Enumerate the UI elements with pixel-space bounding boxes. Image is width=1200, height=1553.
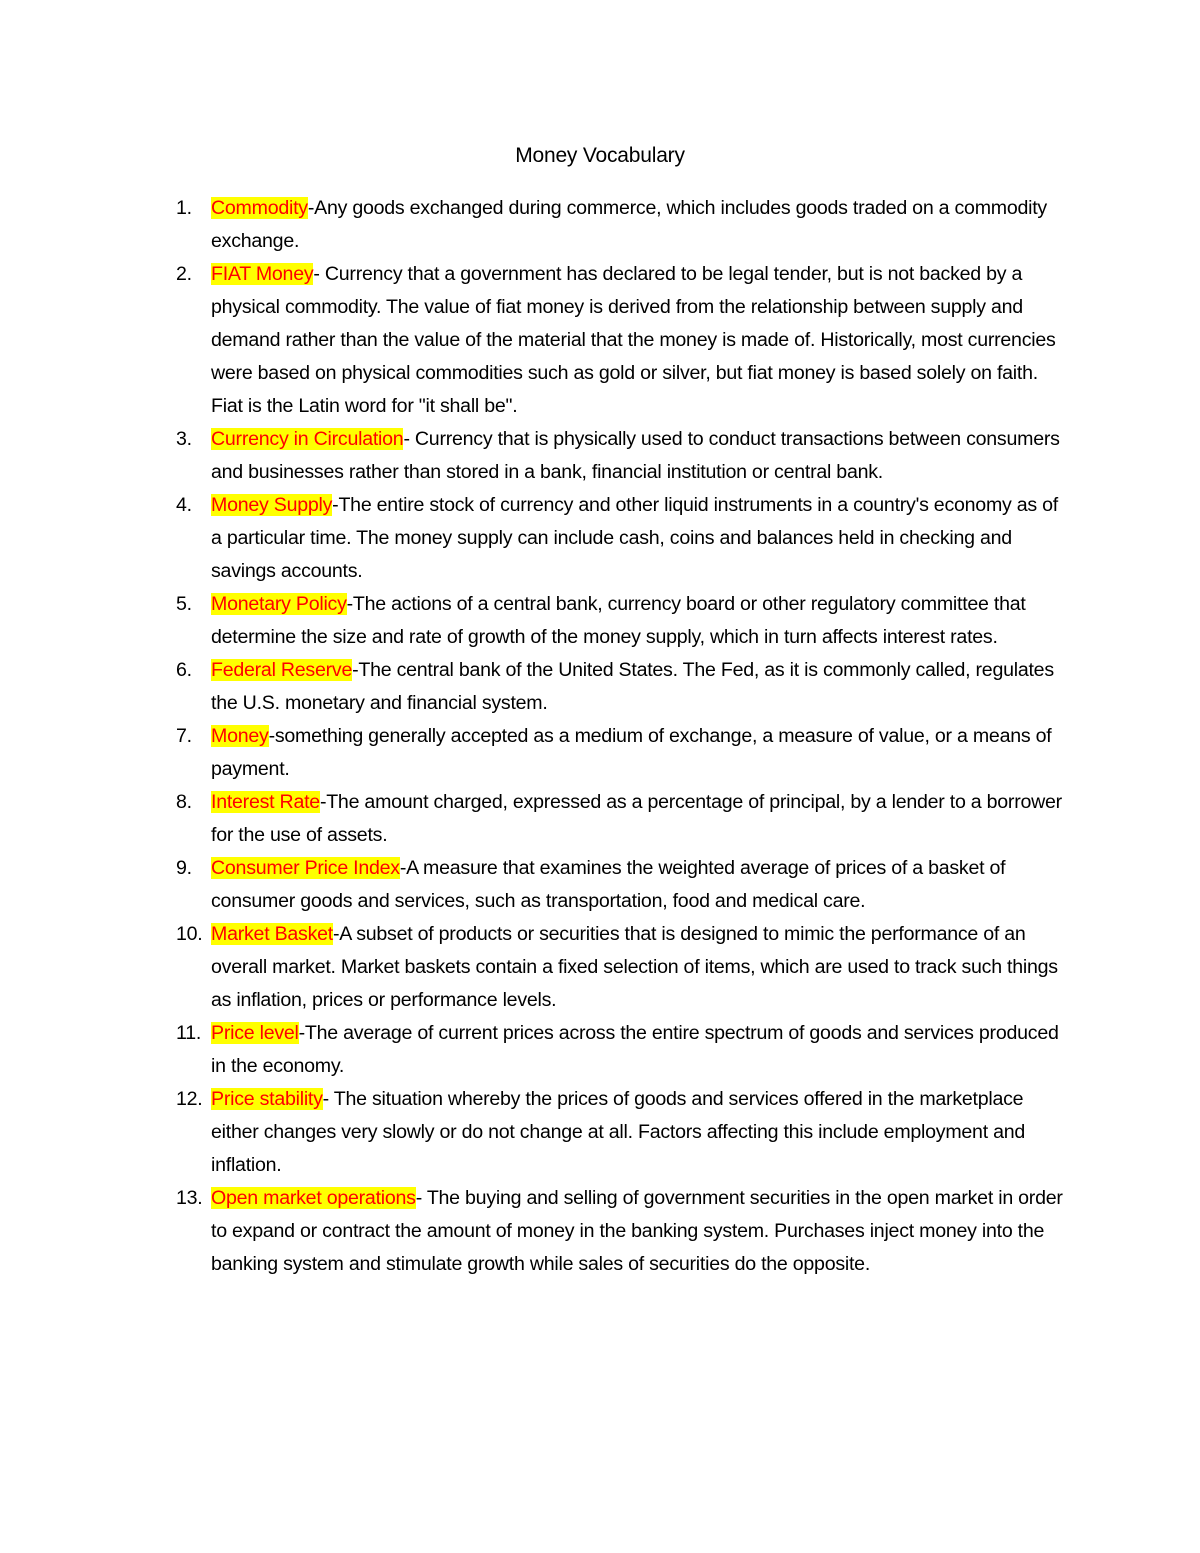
vocab-term: Interest Rate	[211, 791, 320, 813]
item-number: 5.	[176, 593, 192, 615]
item-number: 3.	[176, 428, 192, 450]
vocabulary-list	[0, 192, 1200, 1281]
vocab-definition: -The actions of a central bank, currency board or other regulatory committee that determine the size and rate of growth of the money supply, which in turn affects interest rates.	[211, 593, 1026, 648]
item-number: 11.	[176, 1022, 202, 1044]
vocab-item-consumer-price-index	[0, 852, 1200, 918]
vocab-item-federal-reserve	[0, 654, 1200, 720]
vocab-definition: -something generally accepted as a medium of exchange, a measure of value, or a means of payment.	[211, 725, 1052, 780]
vocab-term: Price level	[211, 1022, 299, 1044]
vocab-item-monetary-policy	[0, 588, 1200, 654]
vocab-definition: - The buying and selling of government securities in the open market in order to expand or contract the amount of money in the banking system. Purchases inject money into the banking system and stimulate growth while sales of securities do the opposite.	[211, 1187, 1063, 1275]
item-number: 12.	[176, 1088, 203, 1110]
item-number: 1.	[176, 197, 192, 219]
vocab-term: Money Supply	[211, 494, 333, 516]
vocab-definition: - Currency that is physically used to conduct transactions between consumers and businesses rather than stored in a bank, financial institution or central bank.	[211, 428, 1060, 483]
vocab-definition: -Any goods exchanged during commerce, which includes goods traded on a commodity exchange.	[211, 197, 1047, 252]
vocab-definition: - Currency that a government has declared to be legal tender, but is not backed by a physical commodity. The value of fiat money is derived from the relationship between supply and demand rather than the value of the material that the money is made of. Historically, most currencies were based on physical commodities such as gold or silver, but fiat money is based solely on faith. Fiat is the Latin word for "it shall be".	[211, 263, 1056, 417]
vocab-item-fiat-money	[0, 258, 1200, 423]
vocab-item-price-stability	[0, 1083, 1200, 1182]
item-number: 13.	[176, 1187, 203, 1209]
vocab-definition: -The amount charged, expressed as a percentage of principal, by a lender to a borrower for the use of assets.	[211, 791, 1062, 846]
page-title: Money Vocabulary	[515, 144, 685, 167]
vocab-item-open-market-operations	[0, 1182, 1200, 1281]
item-number: 4.	[176, 494, 192, 516]
vocab-item-money	[0, 720, 1200, 786]
item-number: 2.	[176, 263, 192, 285]
vocab-definition: -A measure that examines the weighted average of prices of a basket of consumer goods and services, such as transportation, food and medical care.	[211, 857, 1006, 912]
vocab-item-currency-in-circulation	[0, 423, 1200, 489]
vocab-term: Market Basket	[211, 923, 333, 945]
vocab-term: Monetary Policy	[211, 593, 347, 615]
item-number: 7.	[176, 725, 192, 747]
vocab-term: Commodity	[211, 197, 308, 219]
item-number: 10.	[176, 923, 203, 945]
vocab-term: Price stability	[211, 1088, 323, 1110]
vocab-definition: -The central bank of the United States. The Fed, as it is commonly called, regulates the U.S. monetary and financial system.	[211, 659, 1054, 714]
item-number: 6.	[176, 659, 192, 681]
vocab-definition: -The entire stock of currency and other liquid instruments in a country's economy as of a particular time. The money supply can include cash, coins and balances held in checking and savings accounts.	[211, 494, 1058, 582]
vocab-term: Consumer Price Index	[211, 857, 400, 879]
vocab-term: Currency in Circulation	[211, 428, 404, 450]
vocab-term: Open market operations	[211, 1187, 416, 1209]
vocab-definition: -A subset of products or securities that is designed to mimic the performance of an overall market. Market baskets contain a fixed selection of items, which are used to track such things as inflation, prices or performance levels.	[211, 923, 1058, 1011]
vocab-term: Federal Reserve	[211, 659, 353, 681]
vocab-term: Money	[211, 725, 269, 747]
vocab-item-commodity	[0, 192, 1200, 258]
item-number: 8.	[176, 791, 192, 813]
item-number: 9.	[176, 857, 192, 879]
vocab-definition: -The average of current prices across the entire spectrum of goods and services produced in the economy.	[211, 1022, 1059, 1077]
vocab-item-price-level	[0, 1017, 1200, 1083]
vocab-item-market-basket	[0, 918, 1200, 1017]
vocab-item-interest-rate	[0, 786, 1200, 852]
vocab-item-money-supply	[0, 489, 1200, 588]
vocab-term: FIAT Money	[211, 263, 314, 285]
vocab-definition: - The situation whereby the prices of goods and services offered in the marketplace either changes very slowly or do not change at all. Factors affecting this include employment and inflation.	[211, 1088, 1026, 1176]
